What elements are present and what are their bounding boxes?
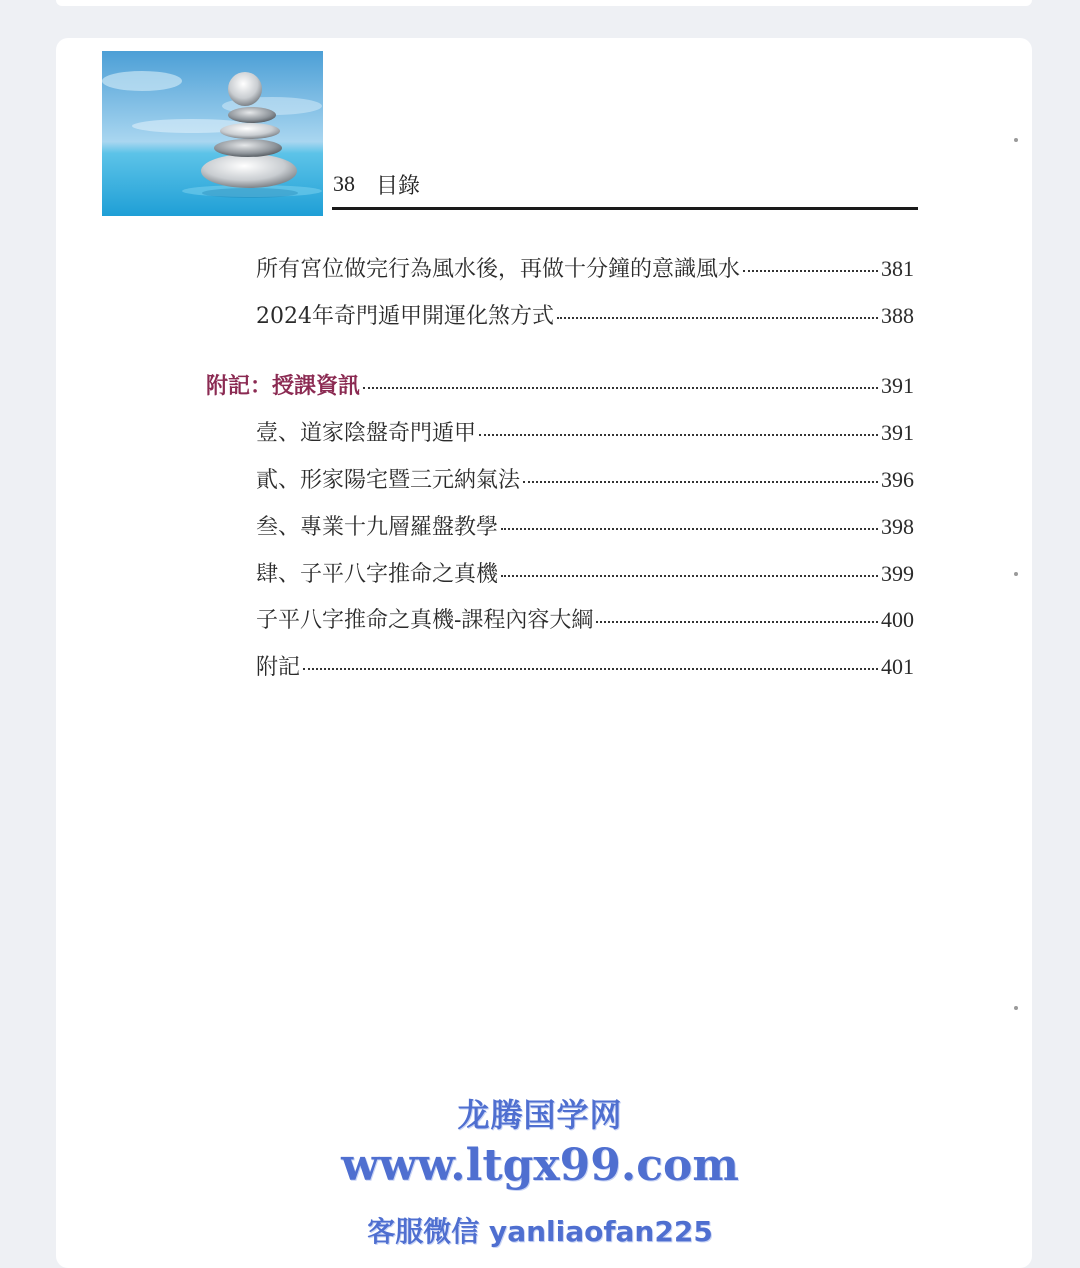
toc-entry[interactable] <box>256 510 914 541</box>
toc-entry-label: 貳、形家陽宅暨三元納氣法 <box>256 468 521 493</box>
scan-speck <box>1014 572 1018 576</box>
toc-entry[interactable] <box>256 650 914 681</box>
toc-entry[interactable] <box>256 416 914 447</box>
previous-page-edge <box>56 0 1032 6</box>
header-rule <box>332 207 918 210</box>
section-title: 目錄 <box>376 174 421 199</box>
toc-entry-label: 2024年奇門遁甲開運化煞方式 <box>256 304 554 329</box>
watermark-contact: 客服微信 yanliaofan225 <box>367 1215 713 1248</box>
toc-entry-page: 396 <box>881 467 914 492</box>
toc-entry-page: 391 <box>881 420 914 445</box>
scan-speck <box>1014 138 1018 142</box>
toc-leader-dots <box>363 387 878 389</box>
toc-entry-label: 附記 <box>256 655 301 680</box>
toc-entry[interactable] <box>256 252 914 283</box>
toc-entry-page: 400 <box>881 607 914 632</box>
watermark-site-name: 龙腾国学网 <box>457 1096 623 1134</box>
toc-entry-page: 381 <box>881 256 914 281</box>
document-page <box>56 38 1032 1268</box>
toc-leader-dots <box>501 528 878 530</box>
toc-entry[interactable] <box>256 603 914 634</box>
toc-entry-page: 388 <box>881 303 914 328</box>
toc-entry-label: 子平八字推命之真機-課程內容大綱 <box>256 608 594 633</box>
toc-entry-page: 391 <box>881 373 914 398</box>
toc-entry-page: 401 <box>881 654 914 679</box>
toc-entry-label: 所有宮位做完行為風水後，再做十分鐘的意識風水 <box>256 257 741 282</box>
scan-speck <box>1014 1006 1018 1010</box>
toc-entry-page: 399 <box>881 561 914 586</box>
toc-entry-label: 肆、子平八字推命之真機 <box>256 562 499 587</box>
toc-leader-dots <box>501 575 878 577</box>
page-number: 38 <box>333 171 355 196</box>
toc-leader-dots <box>523 481 878 483</box>
toc-entry[interactable] <box>256 463 914 494</box>
toc-entry-label: 叁、專業十九層羅盤教學 <box>256 515 499 540</box>
toc-leader-dots <box>479 434 878 436</box>
toc-entry-label: 附記：授課資訊 <box>206 373 361 399</box>
toc-entry[interactable] <box>256 299 914 330</box>
toc-leader-dots <box>743 270 878 272</box>
toc-entry-page: 398 <box>881 514 914 539</box>
toc-appendix-heading[interactable] <box>206 369 914 400</box>
toc-entry[interactable] <box>256 557 914 588</box>
toc-entry-label: 壹、道家陰盤奇門遁甲 <box>256 421 477 446</box>
stacked-stones-image <box>102 51 323 216</box>
toc-leader-dots <box>303 668 878 670</box>
toc-leader-dots <box>596 621 878 623</box>
toc-leader-dots <box>557 317 878 319</box>
watermark-url: www.ltgx99.com <box>341 1140 739 1191</box>
